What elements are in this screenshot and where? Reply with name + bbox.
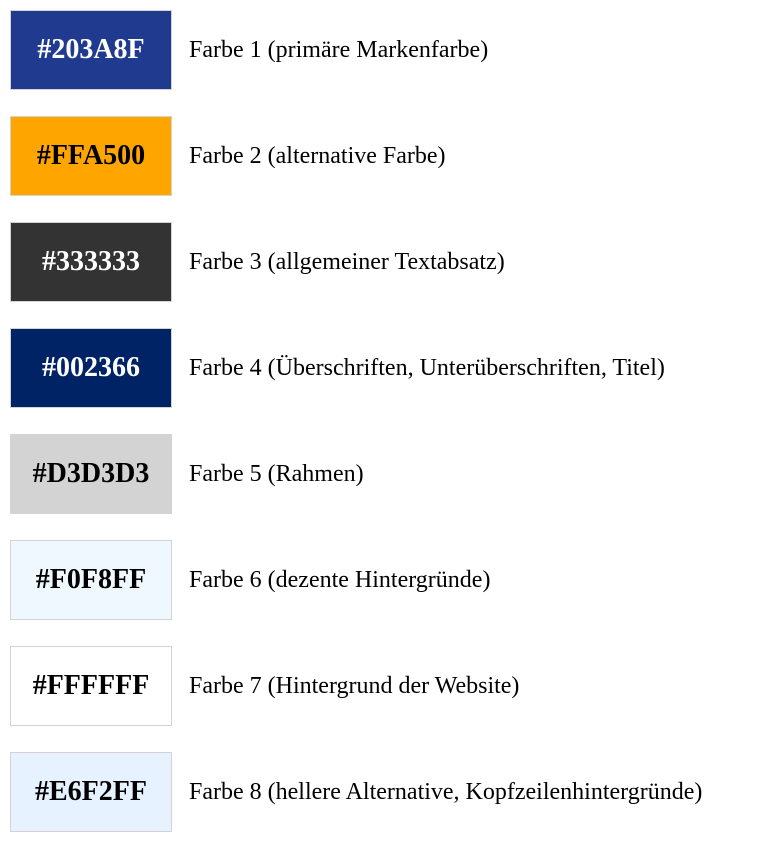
color-row xyxy=(10,116,776,196)
color-swatch xyxy=(10,540,172,620)
color-hex-code: #FFA500 xyxy=(36,140,146,171)
color-usage-label: Farbe 1 (primäre Markenfarbe) xyxy=(189,36,489,63)
color-row xyxy=(10,10,776,90)
color-hex-code: #D3D3D3 xyxy=(32,458,150,489)
color-usage-label: Farbe 5 (Rahmen) xyxy=(189,460,364,487)
color-swatch xyxy=(10,752,172,832)
color-swatch xyxy=(10,434,172,514)
color-row xyxy=(10,434,776,514)
color-usage-label: Farbe 7 (Hintergrund der Website) xyxy=(189,672,520,699)
color-swatch xyxy=(10,646,172,726)
color-row xyxy=(10,752,776,832)
color-swatch xyxy=(10,10,172,90)
color-hex-code: #F0F8FF xyxy=(35,564,147,595)
color-row xyxy=(10,328,776,408)
color-usage-label: Farbe 2 (alternative Farbe) xyxy=(189,142,446,169)
color-swatch xyxy=(10,222,172,302)
color-usage-label: Farbe 4 (Überschriften, Unterüberschriften, Titel) xyxy=(189,354,665,381)
color-hex-code: #FFFFFF xyxy=(32,670,150,701)
color-hex-code: #002366 xyxy=(42,352,140,383)
color-row xyxy=(10,646,776,726)
color-usage-label: Farbe 6 (dezente Hintergründe) xyxy=(189,566,491,593)
color-swatch xyxy=(10,116,172,196)
color-hex-code: #E6F2FF xyxy=(35,776,147,807)
color-hex-code: #203A8F xyxy=(37,34,145,65)
color-hex-code: #333333 xyxy=(42,246,140,277)
color-row xyxy=(10,540,776,620)
color-usage-label: Farbe 3 (allgemeiner Textabsatz) xyxy=(189,248,505,275)
color-usage-label: Farbe 8 (hellere Alternative, Kopfzeilenhintergründe) xyxy=(189,778,703,805)
color-row xyxy=(10,222,776,302)
color-swatch xyxy=(10,328,172,408)
